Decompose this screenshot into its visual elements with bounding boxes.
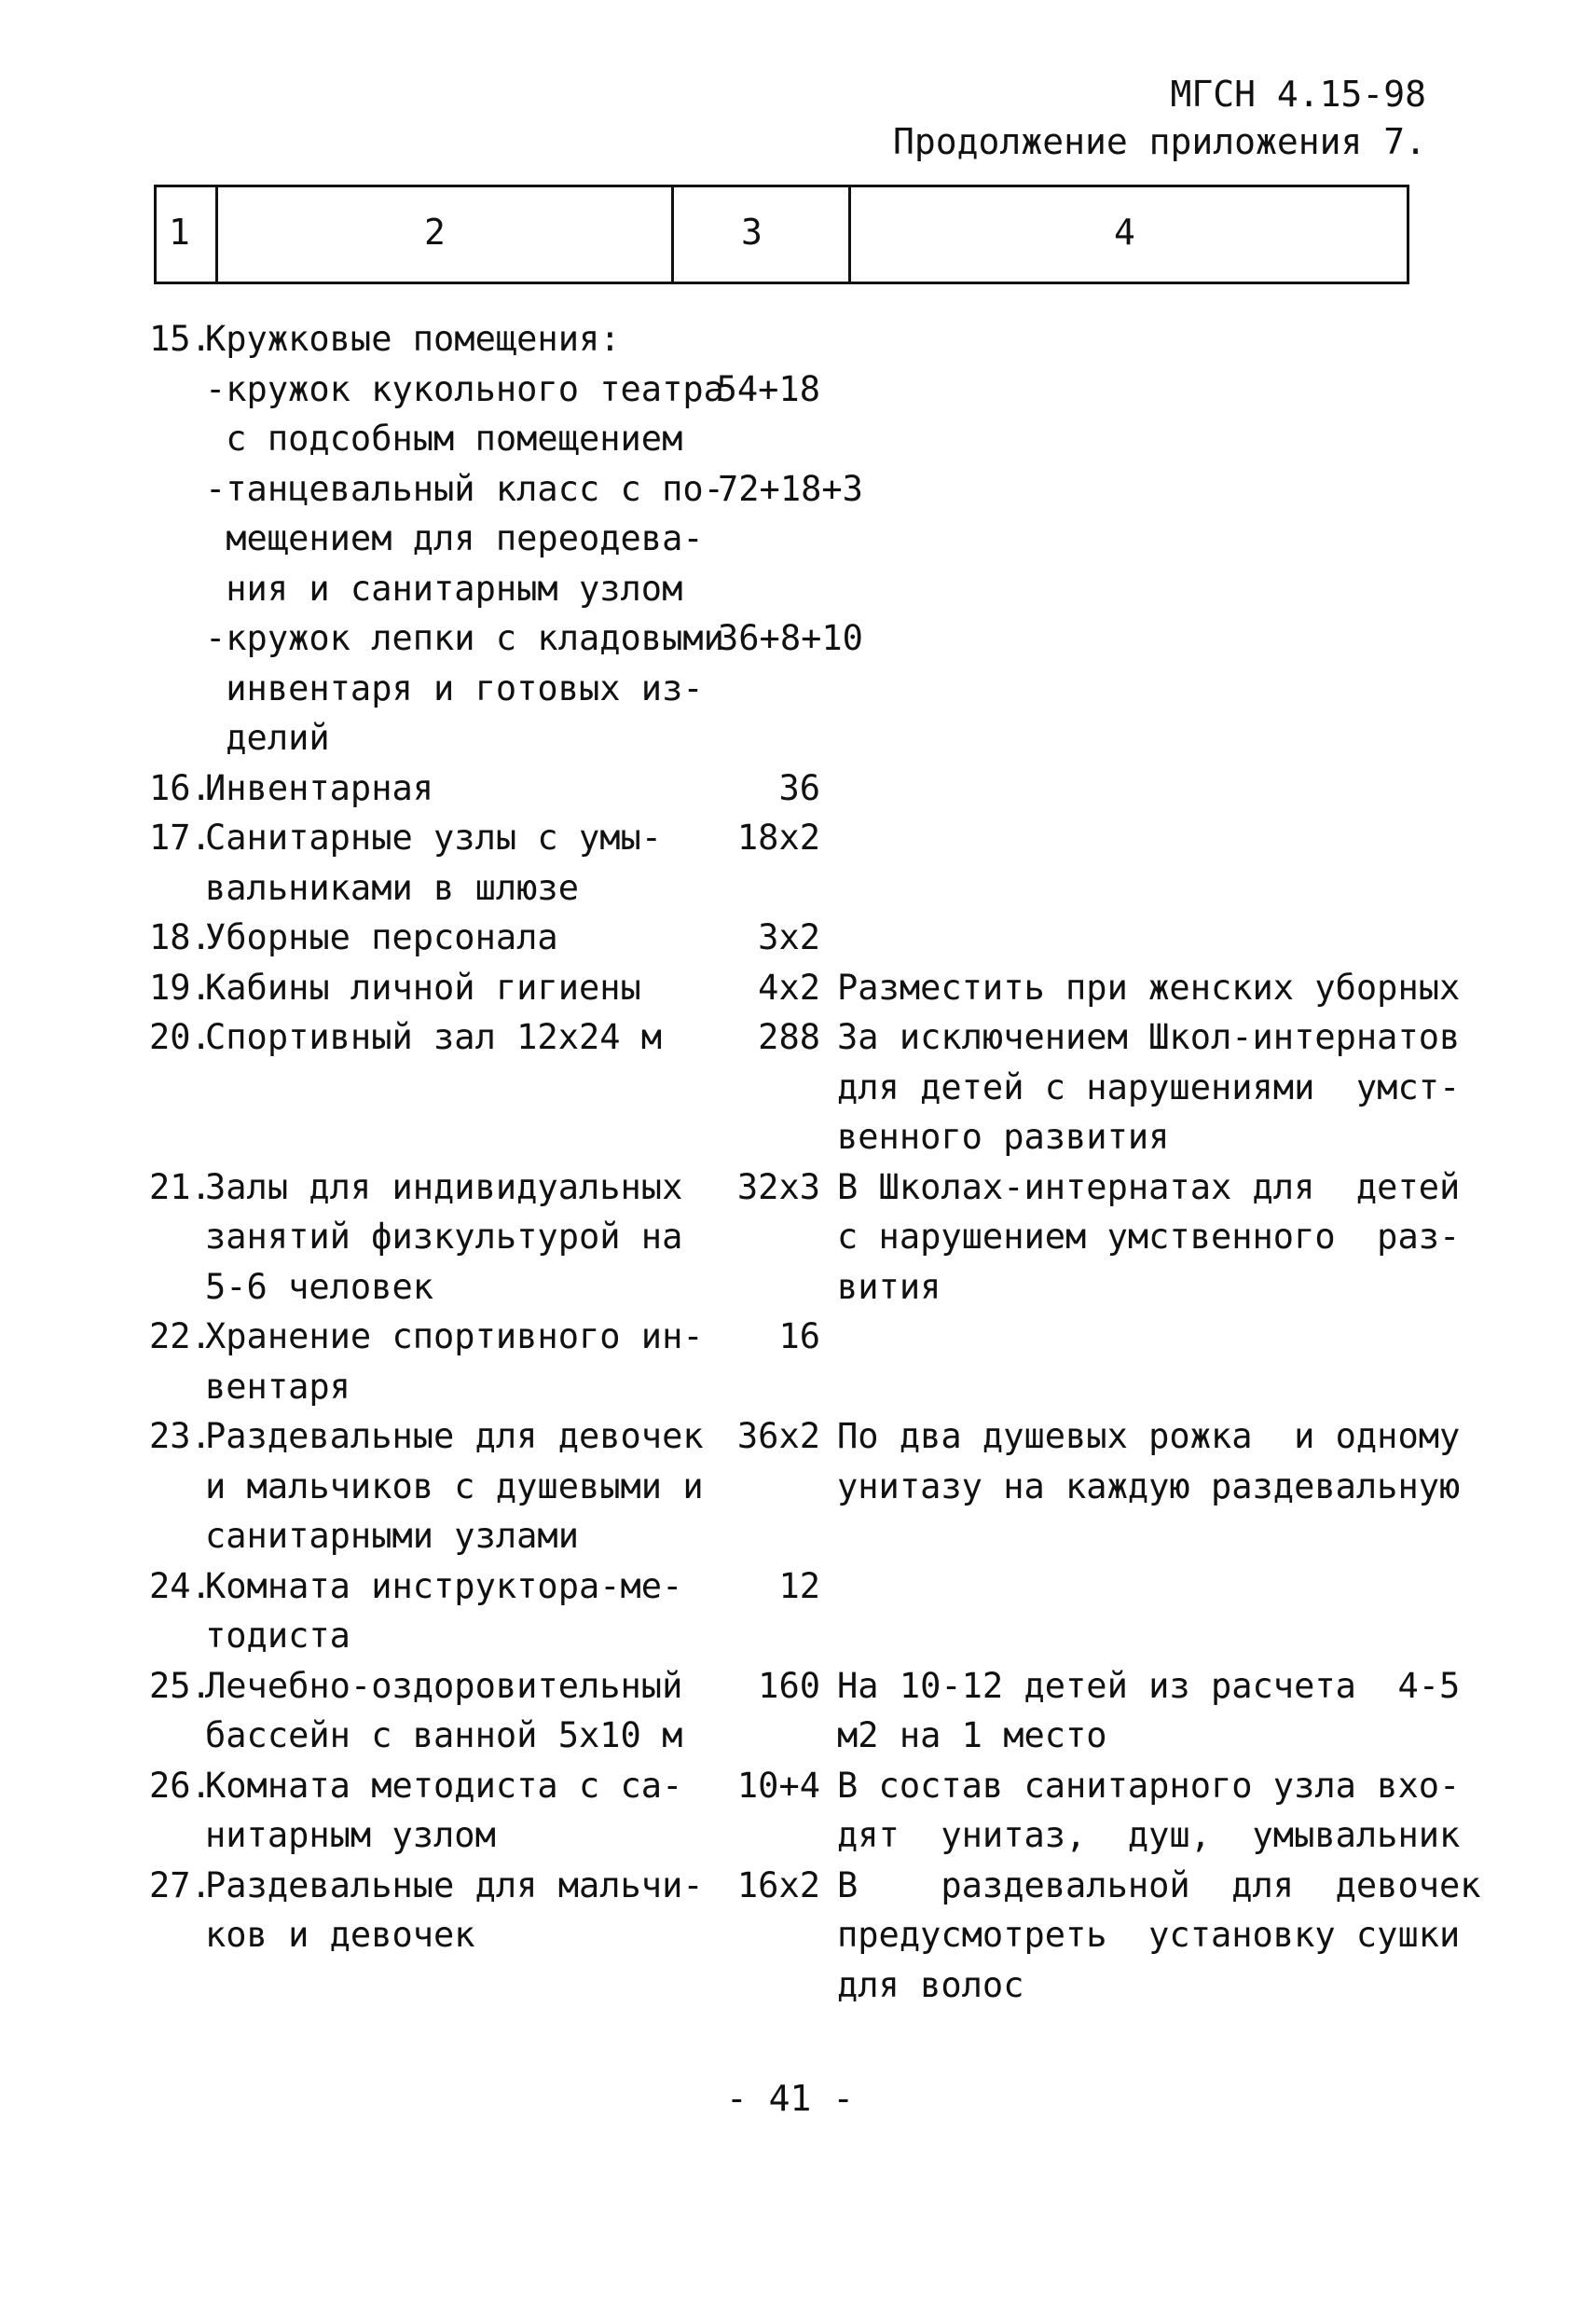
room-name-line: Хранение спортивного ин- (205, 1316, 704, 1356)
room-name (205, 913, 690, 963)
room-name (205, 1312, 704, 1411)
row-number: 18. (149, 917, 212, 957)
header-bottom-rule (154, 282, 1409, 284)
room-name-line: с подсобным помещением (205, 419, 683, 459)
room-note-line: для детей с нарушениями умст- (837, 1066, 1461, 1107)
room-note-line: для волос (837, 1964, 1024, 2005)
header-top-rule (154, 185, 1409, 187)
room-note-line: с нарушением умственного раз- (837, 1217, 1461, 1257)
room-name-line: Кабины личной гигиены (205, 967, 641, 1008)
room-name-line: нитарным узлом (205, 1815, 496, 1855)
room-name-line: мещением для переодева- (205, 518, 704, 558)
row-number: 20. (149, 1017, 212, 1057)
room-name-line: инвентаря и готовых из- (205, 667, 704, 708)
room-note-line: В Школах-интернатах для детей (837, 1166, 1461, 1207)
room-note-line: предусмотреть установку сушки (837, 1915, 1461, 1955)
room-area: 36 (778, 767, 820, 808)
room-note-line: вития (837, 1266, 941, 1307)
column-header (154, 185, 1409, 284)
room-name-line: вальниками в шлюзе (205, 867, 579, 908)
room-name-line: Комната методиста с са- (205, 1765, 683, 1806)
room-note-line: На 10-12 детей из расчета 4-5 (837, 1665, 1461, 1706)
room-name-line: Спортивный зал 12х24 м (205, 1017, 663, 1057)
room-name (205, 1561, 690, 1661)
room-note-line: венного развития (837, 1117, 1170, 1157)
room-note (837, 1661, 1461, 1761)
column-number: 1 (169, 212, 190, 253)
room-note-line: Разместить при женских уборных (837, 967, 1461, 1008)
room-area: 72+18+3 (718, 468, 863, 509)
room-name-line: санитарными узлами (205, 1516, 579, 1556)
room-name-line: Кружковые помещения: (205, 319, 621, 359)
continuation-note: Продолжение приложения 7. (893, 121, 1426, 162)
room-name-line: Инвентарная (205, 767, 434, 808)
room-name-line: Уборные персонала (205, 917, 558, 957)
room-note (837, 1861, 1481, 2011)
room-name-line: бассейн с ванной 5х10 м (205, 1715, 683, 1755)
row-number: 26. (149, 1765, 212, 1806)
room-area: 16х2 (736, 1864, 820, 1905)
row-number: 16. (149, 767, 212, 808)
room-area: 288 (758, 1017, 820, 1057)
room-name-line: Залы для индивидуальных (205, 1166, 683, 1207)
room-name-line: Раздевальные для мальчи- (205, 1864, 704, 1905)
room-note-line: За исключением Школ-интернатов (837, 1017, 1461, 1057)
room-area: 10+4 (736, 1765, 820, 1806)
row-number: 15. (149, 319, 212, 359)
room-name-line: Лечебно-оздоровительный (205, 1665, 683, 1706)
room-name-line: 5-6 человек (205, 1266, 434, 1307)
room-name-line: -кружок кукольного театра (205, 368, 724, 409)
room-name-line: Раздевальные для девочек (205, 1416, 704, 1456)
room-note-line: В состав санитарного узла вхо- (837, 1765, 1461, 1806)
room-name-line: делий (205, 718, 330, 758)
room-area: 4х2 (758, 967, 820, 1008)
room-area: 36+8+10 (718, 618, 863, 658)
room-name-line: -кружок лепки с кладовыми (205, 618, 724, 658)
room-area: 32х3 (736, 1166, 820, 1207)
header-divider (1407, 185, 1409, 284)
row-number: 24. (149, 1565, 212, 1606)
column-number: 4 (1114, 212, 1135, 253)
page-number: - 41 - (725, 2078, 855, 2119)
room-name-line: ния и санитарным узлом (205, 568, 683, 609)
room-note (837, 1761, 1461, 1861)
room-name (205, 1761, 690, 1861)
room-name-line: тодиста (205, 1616, 350, 1656)
row-number: 21. (149, 1166, 212, 1207)
room-name (205, 613, 724, 763)
document-code: МГСН 4.15-98 (1170, 74, 1426, 115)
room-name (205, 1661, 690, 1761)
room-area: 16 (778, 1316, 820, 1356)
room-name (205, 763, 690, 814)
room-name-line: занятий физкультурой на (205, 1217, 683, 1257)
room-note (837, 1162, 1461, 1313)
room-note-line: В раздевальной для девочек (837, 1864, 1481, 1905)
room-name (205, 813, 690, 913)
row-number: 27. (149, 1864, 212, 1905)
header-divider (154, 185, 157, 284)
room-area: 18х2 (736, 818, 820, 858)
room-name (205, 963, 690, 1013)
room-note (837, 1012, 1461, 1162)
room-name-line: -танцевальный класс с по- (205, 468, 724, 509)
column-number: 3 (741, 212, 763, 253)
row-number: 22. (149, 1316, 212, 1356)
row-number: 17. (149, 818, 212, 858)
room-name (205, 1012, 690, 1063)
room-name-line: Санитарные узлы с умы- (205, 818, 663, 858)
room-area: 54+18 (716, 368, 820, 409)
header-divider (671, 185, 674, 284)
room-name-line: вентаря (205, 1366, 350, 1407)
row-number: 19. (149, 967, 212, 1008)
room-name-line: ков и девочек (205, 1915, 475, 1955)
column-number: 2 (424, 212, 446, 253)
room-note-line: м2 на 1 место (837, 1715, 1107, 1755)
room-name-line: Комната инструктора-ме- (205, 1565, 683, 1606)
row-number: 23. (149, 1416, 212, 1456)
room-name (205, 1162, 690, 1313)
room-name (205, 364, 724, 464)
room-area: 12 (778, 1565, 820, 1606)
room-note-line: дят унитаз, душ, умывальник (837, 1815, 1461, 1855)
room-note-line: По два душевых рожка и одному (837, 1416, 1461, 1456)
room-note (837, 963, 1461, 1013)
room-name (205, 1411, 704, 1561)
header-divider (215, 185, 218, 284)
room-area: 36х2 (736, 1416, 820, 1456)
room-area: 3х2 (758, 917, 820, 957)
room-note (837, 1411, 1461, 1511)
room-name (205, 464, 724, 614)
room-note-line: унитазу на каждую раздевальную (837, 1465, 1461, 1506)
row-number: 25. (149, 1665, 212, 1706)
header-divider (848, 185, 851, 284)
room-name (205, 314, 690, 364)
room-name (205, 1861, 704, 1960)
room-area: 160 (758, 1665, 820, 1706)
room-name-line: и мальчиков с душевыми и (205, 1465, 704, 1506)
